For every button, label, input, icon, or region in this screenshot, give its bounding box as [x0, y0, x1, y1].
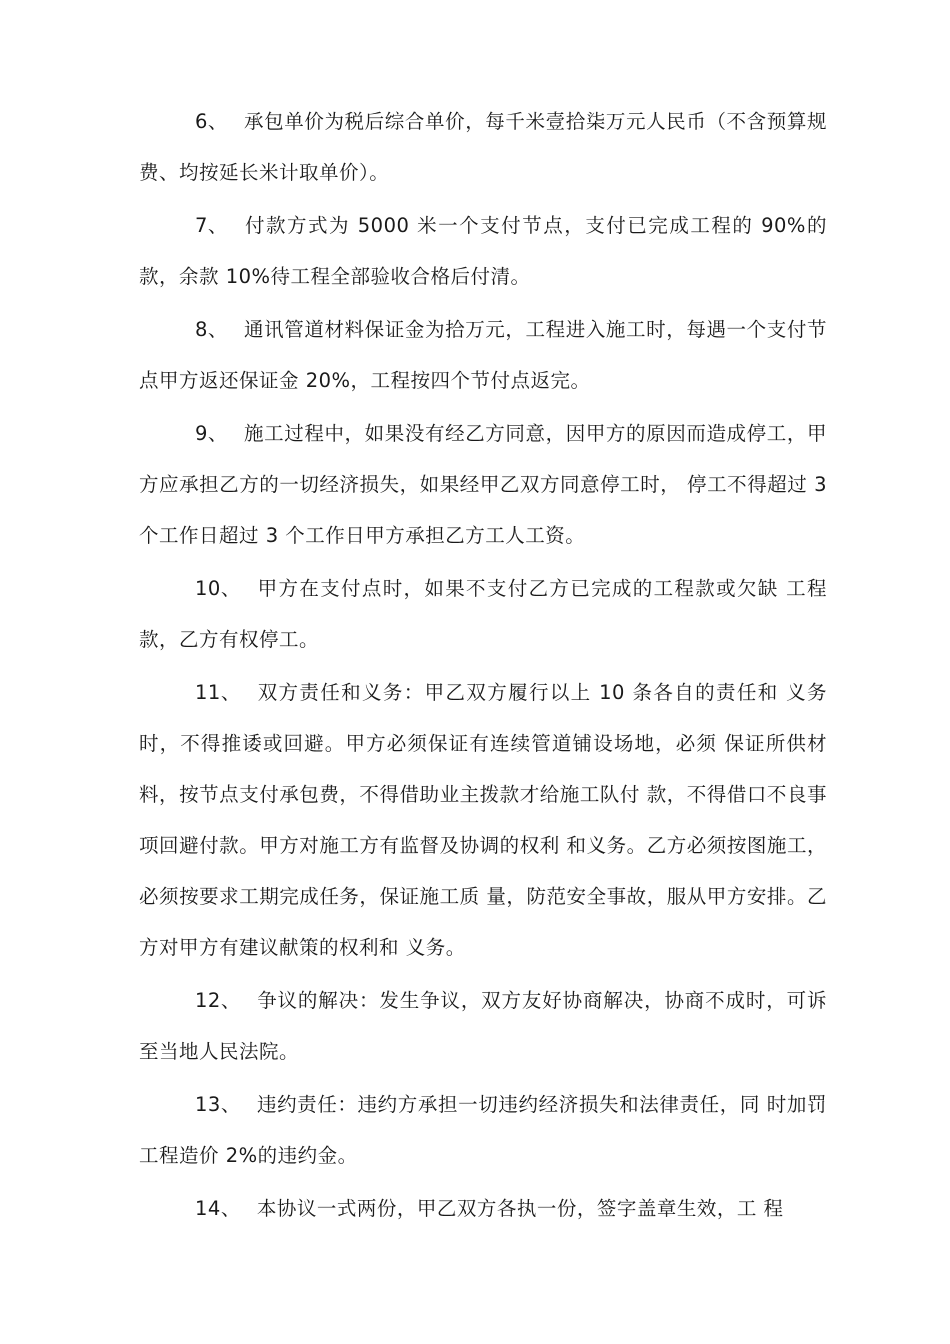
clause-text: 承包单价为税后综合单价，每千米壹拾柒万元人民币（不含预算规费、均按延长米计取单价）。 [139, 110, 827, 184]
clause-11 [139, 667, 827, 973]
clause-number: 14、 [195, 1197, 241, 1220]
clause-number: 6、 [195, 110, 228, 133]
clause-10 [139, 563, 827, 665]
clause-number: 10、 [195, 577, 241, 600]
clause-number: 9、 [195, 422, 228, 445]
clause-text: 施工过程中，如果没有经乙方同意，因甲方的原因而造成停工，甲方应承担乙方的一切经济损失，如果经甲乙双方同意停工时， 停工不得超过 3 个工作日超过 3 个工作日甲方承担乙方工人工资。 [139, 422, 827, 547]
clause-text: 争议的解决：发生争议，双方友好协商解决，协商不成时，可诉至当地人民法院。 [139, 989, 827, 1063]
clause-text: 违约责任：违约方承担一切违约经济损失和法律责任，同 时加罚工程造价 2%的违约金。 [139, 1093, 827, 1167]
clause-text: 本协议一式两份，甲乙双方各执一份，签字盖章生效，工 程 [256, 1197, 784, 1220]
clause-number: 7、 [195, 214, 228, 237]
clause-14 [139, 1183, 827, 1234]
clause-8 [139, 304, 827, 406]
contract-clauses [139, 96, 827, 1236]
clause-text: 通讯管道材料保证金为拾万元，工程进入施工时，每遇一个支付节点甲方返还保证金 20%，工程按四个节付点返完。 [139, 318, 827, 392]
clause-text: 甲方在支付点时，如果不支付乙方已完成的工程款或欠缺 工程款，乙方有权停工。 [139, 577, 827, 651]
clause-number: 13、 [195, 1093, 241, 1116]
clause-7 [139, 200, 827, 302]
clause-text: 双方责任和义务：甲乙双方履行以上 10 条各自的责任和 义务时，不得推诿或回避。甲方必须保证有连续管道铺设场地，必须 保证所供材料，按节点支付承包费，不得借助业主拨款才给施工队付 款，不得借口不良事项回避付款。甲方对施工方有监督及协调的权利 和义务。乙方必须按图施工，必须按要求工期完成任务，保证施工质 量，防范安全事故，服从甲方安排。乙方对甲方有建议献策的权利和 义务。 [139, 681, 827, 959]
clause-number: 12、 [195, 989, 241, 1012]
clause-13 [139, 1079, 827, 1181]
clause-12 [139, 975, 827, 1077]
clause-9 [139, 408, 827, 561]
clause-6 [139, 96, 827, 198]
clause-text: 付款方式为 5000 米一个支付节点，支付已完成工程的 90%的款，余款 10%待工程全部验收合格后付清。 [139, 214, 827, 288]
clause-number: 8、 [195, 318, 228, 341]
clause-number: 11、 [195, 681, 241, 704]
